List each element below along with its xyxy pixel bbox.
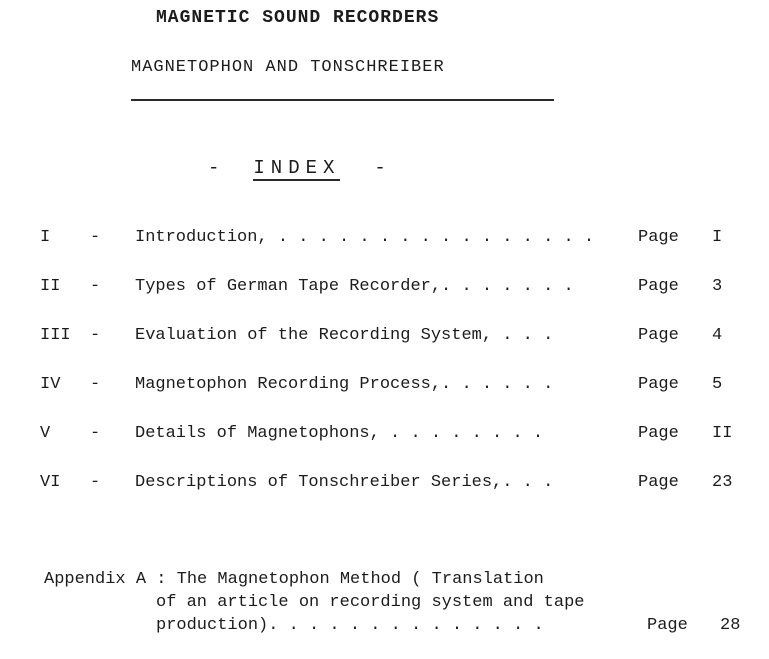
toc-title: Details of Magnetophons, . . . . . . . . — [135, 424, 544, 443]
toc-number: V — [40, 424, 51, 443]
toc-page-label: Page — [638, 277, 679, 296]
toc-page-number: I — [712, 228, 723, 247]
toc-title: Evaluation of the Recording System, . . . — [135, 326, 554, 345]
toc-entry-process — [0, 373, 769, 397]
toc-number: II — [40, 277, 61, 296]
toc-separator: - — [90, 473, 101, 492]
toc-title: Types of German Tape Recorder,. . . . . . . — [135, 277, 574, 296]
toc-page-label: Page — [638, 228, 679, 247]
toc-number: IV — [40, 375, 61, 394]
toc-page-label: Page — [638, 375, 679, 394]
toc-page-label: Page — [638, 326, 679, 345]
title-divider — [131, 99, 554, 101]
toc-number: I — [40, 228, 51, 247]
toc-number: III — [40, 326, 71, 345]
toc-entry-details — [0, 422, 769, 446]
toc-entry-types — [0, 275, 769, 299]
toc-number: VI — [40, 473, 61, 492]
toc-title: Introduction, . . . . . . . . . . . . . . . . — [135, 228, 595, 247]
index-dash-right: - — [374, 157, 386, 179]
toc-separator: - — [90, 228, 101, 247]
appendix-page-number: 28 — [720, 616, 741, 635]
index-heading — [208, 159, 386, 181]
index-dash-left: - — [208, 157, 220, 179]
toc-entry-descriptions — [0, 471, 769, 495]
document-subtitle: MAGNETOPHON AND TONSCHREIBER — [131, 58, 445, 77]
toc-entry-introduction — [0, 226, 769, 250]
index-title: INDEX — [253, 157, 341, 179]
appendix-page-label: Page — [647, 616, 688, 635]
toc-page-number: II — [712, 424, 733, 443]
toc-page-number: 5 — [712, 375, 723, 394]
toc-separator: - — [90, 424, 101, 443]
toc-page-label: Page — [638, 424, 679, 443]
toc-page-number: 3 — [712, 277, 723, 296]
toc-page-number: 4 — [712, 326, 723, 345]
toc-entry-evaluation — [0, 324, 769, 348]
document-title: MAGNETIC SOUND RECORDERS — [156, 8, 440, 28]
toc-title: Magnetophon Recording Process,. . . . . . — [135, 375, 554, 394]
toc-separator: - — [90, 326, 101, 345]
toc-page-number: 23 — [712, 473, 733, 492]
appendix-entry — [44, 568, 741, 637]
toc-separator: - — [90, 277, 101, 296]
appendix-line-1: Appendix A : The Magnetophon Method ( Translation — [44, 570, 544, 589]
toc-separator: - — [90, 375, 101, 394]
toc-title: Descriptions of Tonschreiber Series,. . . — [135, 473, 554, 492]
appendix-line-3: production). . . . . . . . . . . . . . — [156, 616, 544, 635]
appendix-line-2: of an article on recording system and tape — [156, 593, 585, 612]
toc-page-label: Page — [638, 473, 679, 492]
